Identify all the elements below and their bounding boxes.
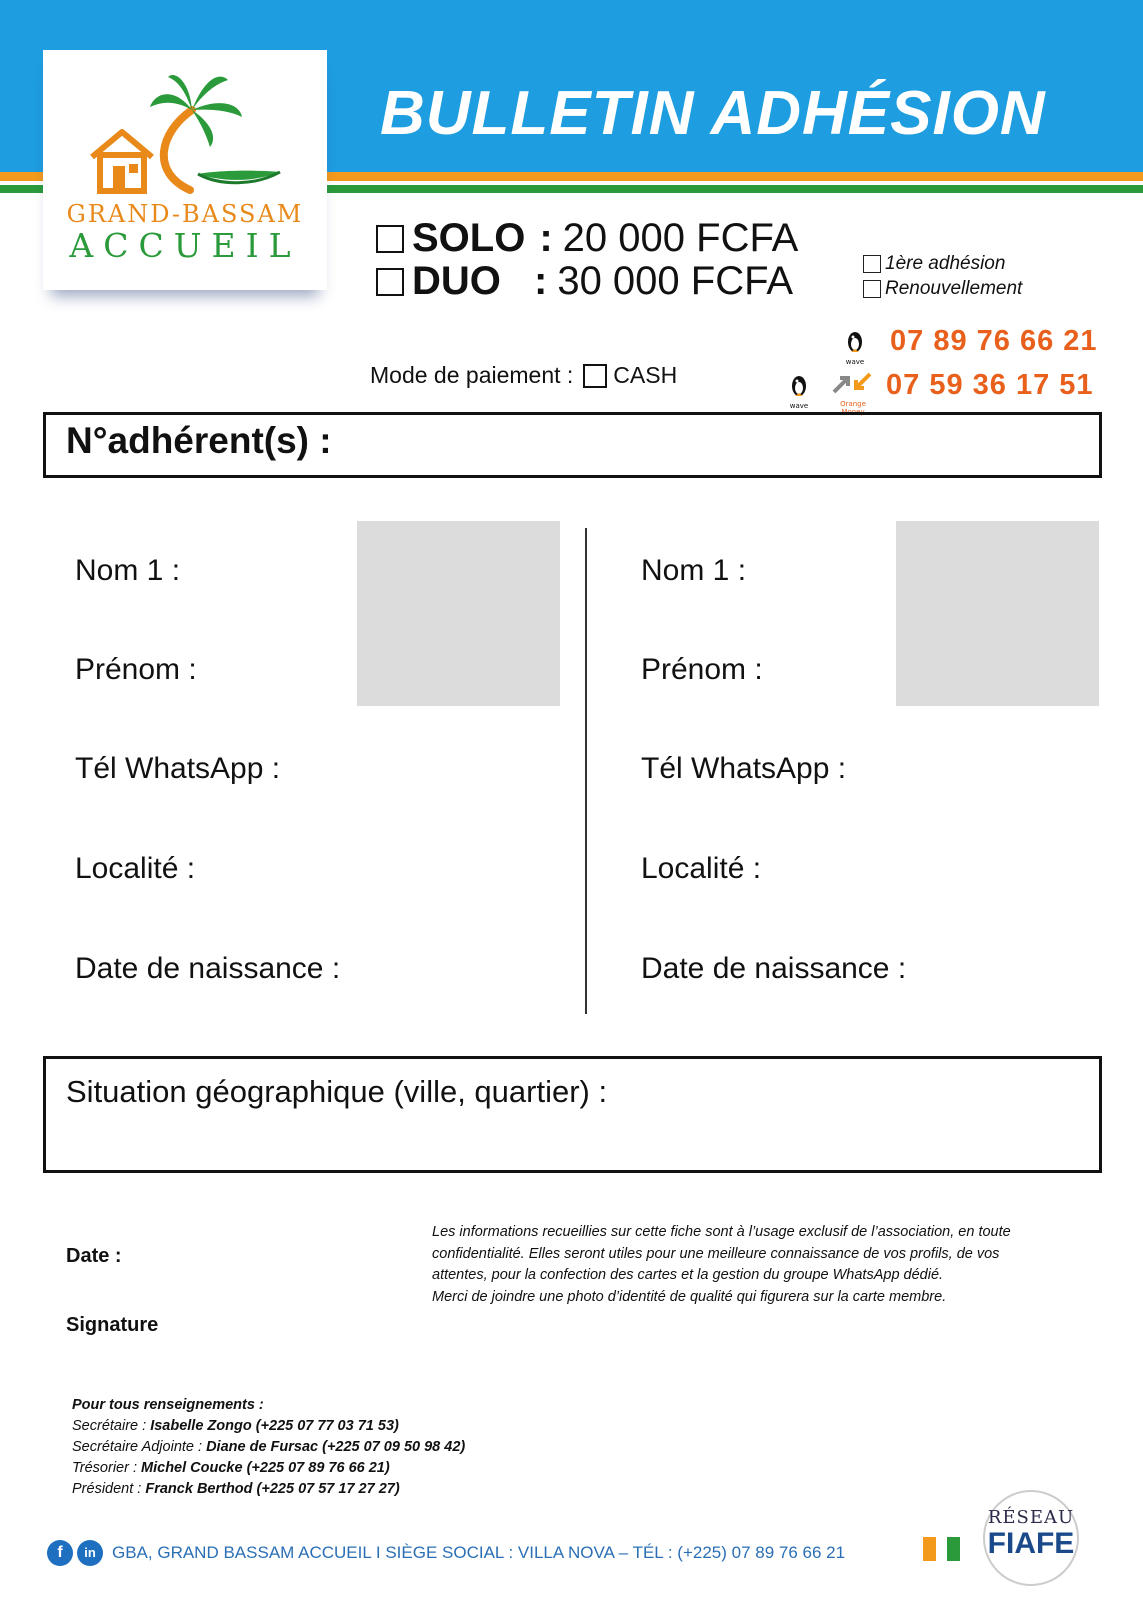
first-membership-label: 1ère adhésion	[885, 253, 1006, 274]
solo-price: 20 000 FCFA	[562, 216, 799, 260]
checkbox-icon[interactable]	[583, 364, 607, 388]
renewal-label: Renouvellement	[885, 278, 1023, 299]
contact-detail: Isabelle Zongo (+225 07 77 03 71 53)	[150, 1418, 399, 1434]
privacy-notice	[432, 1222, 1107, 1308]
field-nom-1: Nom 1 :	[75, 554, 181, 587]
duo-price: 30 000 FCFA	[557, 259, 794, 303]
reseau-badge-main: FIAFE	[987, 1527, 1075, 1560]
flag-orange	[923, 1537, 936, 1561]
column-divider	[585, 528, 587, 1014]
solo-option[interactable]	[376, 216, 798, 261]
duo-option[interactable]	[376, 259, 793, 304]
field-localite-2: Localité :	[641, 852, 762, 885]
checkbox-icon[interactable]	[376, 268, 404, 296]
privacy-line: confidentialité. Elles seront utiles pour une meilleure connaissance de vos profils, de vos	[432, 1245, 1000, 1262]
contact-detail: Diane de Fursac (+225 07 09 50 98 42)	[206, 1439, 466, 1455]
field-tel-1: Tél WhatsApp :	[75, 752, 281, 785]
field-prenom-1: Prénom :	[75, 653, 197, 686]
phone-orange-money: 07 59 36 17 51	[886, 369, 1094, 401]
field-tel-2: Tél WhatsApp :	[641, 752, 847, 785]
facebook-icon[interactable]: f	[47, 1540, 73, 1566]
field-localite-1: Localité :	[75, 852, 196, 885]
contact-detail: Franck Berthod (+225 07 57 17 27 27)	[145, 1481, 400, 1497]
orange-money-icon: Orange Money	[828, 370, 878, 416]
contact-role: Secrétaire Adjointe :	[72, 1439, 203, 1455]
member-number-label: N°adhérent(s) :	[66, 420, 332, 461]
page-title: BULLETIN ADHÉSION	[380, 79, 1046, 148]
signature-label: Signature	[66, 1314, 159, 1336]
field-naissance-2: Date de naissance :	[641, 952, 907, 985]
date-label: Date :	[66, 1245, 122, 1267]
contact-role: Trésorier :	[72, 1460, 137, 1476]
checkbox-icon[interactable]	[376, 225, 404, 253]
field-prenom-2: Prénom :	[641, 653, 763, 686]
geo-location-label: Situation géographique (ville, quartier) :	[66, 1074, 608, 1109]
logo-text-line2: ACCUEIL	[69, 226, 301, 265]
solo-separator: :	[539, 216, 553, 260]
footer-address: GBA, GRAND BASSAM ACCUEIL I SIÈGE SOCIAL : VILLA NOVA – TÉL : (+225) 07 89 76 66 21	[112, 1543, 846, 1562]
phone-wave: 07 89 76 66 21	[890, 325, 1098, 357]
checkbox-icon[interactable]	[863, 280, 881, 298]
solo-label: SOLO	[412, 216, 526, 260]
contacts-heading: Pour tous renseignements :	[72, 1397, 264, 1413]
first-membership-option[interactable]	[863, 253, 1005, 275]
cash-label: CASH	[613, 362, 678, 388]
reseau-badge-top: RÉSEAU	[987, 1507, 1075, 1528]
renewal-option[interactable]	[863, 278, 1022, 300]
contact-row	[72, 1439, 465, 1455]
palm-house-illustration	[80, 62, 310, 202]
duo-separator: :	[534, 259, 548, 303]
contact-role: Secrétaire :	[72, 1418, 147, 1434]
payment-mode	[370, 362, 677, 389]
duo-label: DUO	[412, 259, 501, 303]
contact-row	[72, 1418, 399, 1434]
privacy-line: Les informations recueillies sur cette fiche sont à l’usage exclusif de l’association, en toute	[432, 1224, 1011, 1240]
privacy-line: Merci de joindre une photo d’identité de qualité qui figurera sur la carte membre.	[432, 1288, 947, 1305]
field-nom-2: Nom 1 :	[641, 554, 747, 587]
flag-green	[947, 1537, 960, 1561]
logo-text-line1: GRAND-BASSAM	[66, 200, 304, 228]
contact-role: Président :	[72, 1481, 142, 1497]
linkedin-icon[interactable]: in	[77, 1540, 103, 1566]
photo-placeholder-1[interactable]	[357, 521, 560, 706]
wave-icon: wave	[786, 372, 812, 410]
checkbox-icon[interactable]	[863, 255, 881, 273]
privacy-line: attentes, pour la confection des cartes et la gestion du groupe WhatsApp dédié.	[432, 1267, 944, 1283]
payment-label: Mode de paiement :	[370, 362, 574, 388]
wave-icon: wave	[842, 328, 868, 366]
contact-detail: Michel Coucke (+225 07 89 76 66 21)	[141, 1460, 390, 1476]
contact-row	[72, 1481, 400, 1497]
field-naissance-1: Date de naissance :	[75, 952, 341, 985]
photo-placeholder-2[interactable]	[896, 521, 1099, 706]
contact-row	[72, 1460, 390, 1476]
